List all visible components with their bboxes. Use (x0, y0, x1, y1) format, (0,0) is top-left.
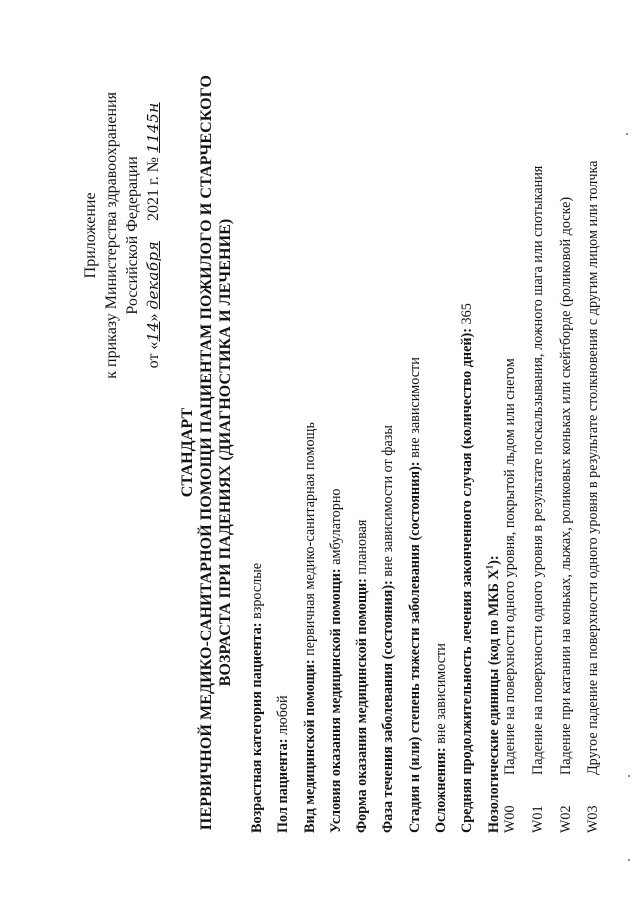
list-item (553, 161, 581, 833)
field-label: Условия оказания медицинской помощи: (327, 568, 344, 833)
scan-speck (628, 775, 630, 777)
appendix-block (80, 92, 164, 379)
field-label: Фаза течения заболевания (состояния): (380, 580, 397, 833)
nosology-label-end: ): (485, 555, 502, 565)
field-value: амбулаторно (327, 488, 344, 565)
field-age-category (244, 303, 270, 833)
appendix-federation: Российской Федерации (124, 156, 141, 315)
field-value: вне зависимости (406, 357, 423, 458)
field-disease-stage (402, 303, 428, 833)
field-label: Возрастная категория пациента: (249, 622, 265, 833)
field-value: любой (275, 695, 292, 735)
title-line-2: ПЕРВИЧНОЙ МЕДИКО-САНИТАРНОЙ ПОМОЩИ ПАЦИЕНТАМ ПОЖИЛОГО И СТАРЧЕСКОГО (198, 74, 215, 831)
list-item (525, 161, 553, 833)
title-standard: СТАНДАРТ (179, 407, 196, 498)
date-prefix: от « (145, 341, 162, 369)
appendix-date-line (143, 92, 164, 379)
date-day-handwritten: 14 (144, 321, 162, 342)
field-care-conditions (323, 303, 349, 833)
icd-code: W02 (557, 805, 574, 833)
icd-description: Другое падение на поверхности одного уровня в результате столкновения с другим лицом или толчка (585, 160, 602, 775)
field-value: вне зависимости (433, 643, 450, 744)
field-care-form (349, 303, 375, 833)
field-disease-phase (375, 303, 401, 833)
field-complications (428, 303, 454, 833)
scan-speck (626, 133, 628, 135)
field-treatment-duration (454, 303, 480, 833)
standard-fields (244, 303, 507, 833)
field-label: Пол пациента: (275, 738, 292, 833)
field-label: Средняя продолжительность лечения законченного случая (количество дней): (459, 328, 476, 833)
field-value: 365 (459, 303, 476, 325)
field-label: Стадия и (или) степень тяжести заболевания (состояния): (406, 461, 423, 833)
list-item (580, 161, 608, 833)
field-label: Осложнения: (433, 747, 450, 833)
footnote-marker: 1 (483, 564, 494, 570)
field-label: Вид медицинской помощи: (301, 659, 318, 833)
field-value: вне зависимости от фазы (380, 425, 397, 577)
date-year: 2021 г. № (145, 156, 162, 221)
icd-description: Падение на поверхности одного уровня в результате поскальзывания, ложного шага или спотыкания (529, 165, 546, 775)
icd-code: W03 (585, 805, 602, 833)
icd-description: Падение при катании на коньках, лыжах, роликовых коньках или скейтборде (роликовой доске) (557, 196, 574, 775)
icd-code: W01 (529, 805, 546, 833)
appendix-heading: Приложение (82, 192, 99, 279)
list-item (497, 161, 525, 833)
field-sex (270, 303, 296, 833)
field-value: первичная медико-санитарная помощь (301, 422, 318, 656)
icd-code: W00 (502, 805, 518, 833)
document-title (178, 0, 235, 905)
icd-description: Падение на поверхности одного уровня, покрытой льдом или снегом (502, 358, 518, 775)
field-value: плановая (354, 519, 371, 575)
field-label: Форма оказания медицинской помощи: (354, 578, 371, 833)
field-value: взрослые (249, 562, 265, 619)
field-care-type (297, 303, 323, 833)
icd-code-list (497, 161, 608, 833)
title-line-3: ВОЗРАСТА ПРИ ПАДЕНИЯХ (ДИАГНОСТИКА И ЛЕЧЕНИЕ) (217, 218, 234, 687)
date-mid: » (145, 313, 162, 322)
date-month-handwritten: декабря (144, 240, 162, 310)
appendix-order-ref: к приказу Министерства здравоохранения (103, 92, 120, 379)
scan-speck (628, 859, 630, 861)
nosology-label-text: Нозологические единицы (код по МКБ X (485, 569, 502, 833)
order-number-handwritten: 1145н (144, 102, 162, 153)
